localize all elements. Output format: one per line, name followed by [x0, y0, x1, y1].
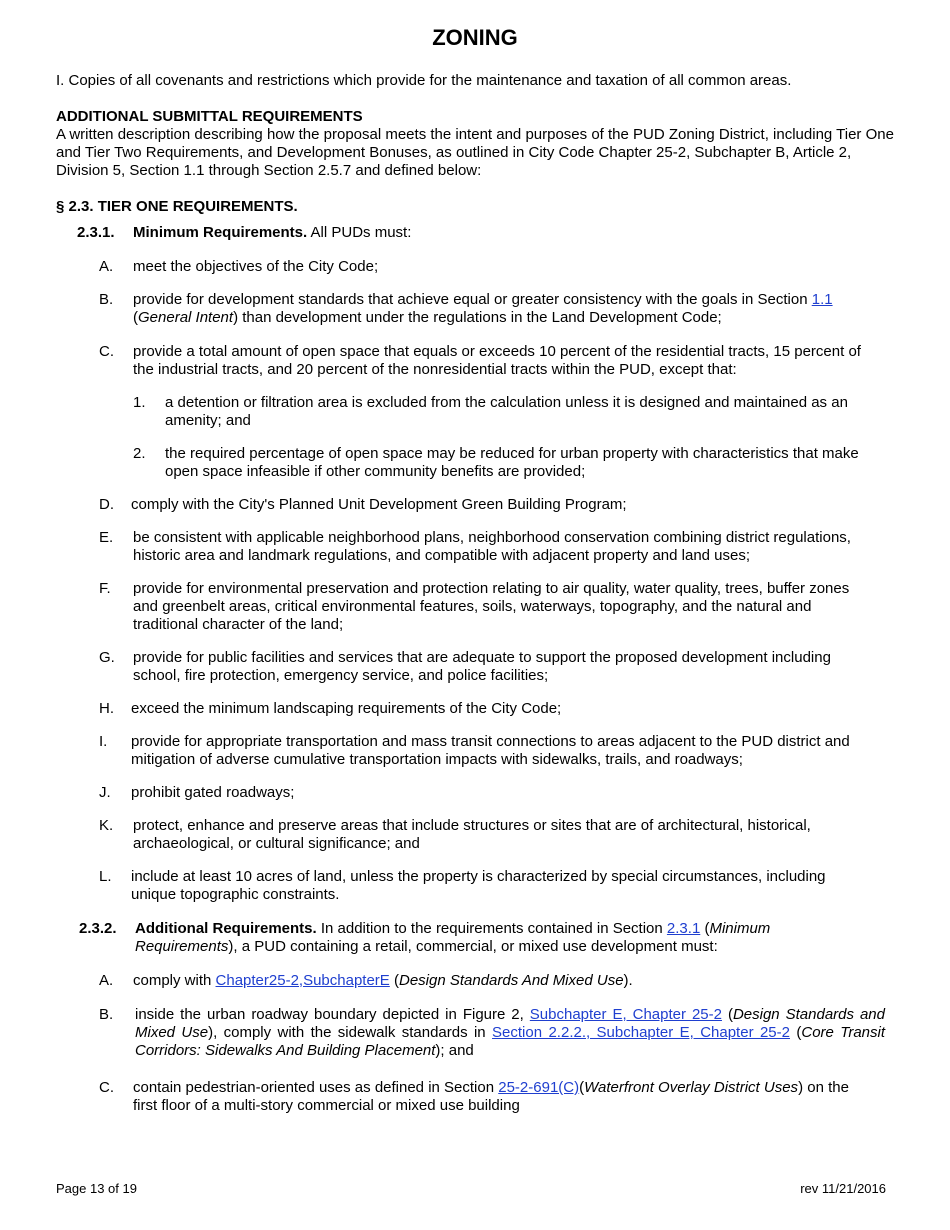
- item-c1-label: 1.: [133, 394, 146, 411]
- item-c2b-text: [133, 1079, 868, 1115]
- page-number: Page 13 of 19: [56, 1181, 137, 1196]
- item-c2b-text-part2: (: [579, 1079, 585, 1096]
- section-2-3-1-title: Minimum Requirements.: [133, 224, 308, 241]
- item-b2-text-part3: ), comply with the sidewalk standards in: [208, 1024, 493, 1041]
- page-title: ZONING: [432, 25, 518, 50]
- item-i2-label: I.: [99, 733, 108, 750]
- item-a2-text-part3: ).: [623, 972, 633, 989]
- item-b2-text-part1: inside the urban roadway boundary depicted in Figure 2,: [135, 1006, 530, 1023]
- design-standards-italic: Design Standards And Mixed Use: [398, 972, 624, 989]
- additional-submittal-text: A written description describing how the proposal meets the intent and purposes of the PUD Zoning District, including Tier One and Tier Two Requirements, and Development Bonuses, as outlined in City Code Chapter 25-2, Subchapter B, Article 2, Division 5, Section 1.1 through Section 2.5.7 and defined below:: [56, 126, 894, 179]
- item-d-label: D.: [99, 496, 114, 513]
- item-h-label: H.: [99, 700, 114, 717]
- chapter-25-2-subchapter-e-link[interactable]: Chapter25-2,SubchapterE: [215, 972, 390, 989]
- item-c2-text: the required percentage of open space may be reduced for urban property with characteristics that make open space infeasible if other community benefits are provided;: [165, 445, 859, 480]
- section-25-2-691-link[interactable]: 25-2-691(C): [498, 1079, 580, 1096]
- item-f-text: provide for environmental preservation and protection relating to air quality, water quality, trees, buffer zones and greenbelt areas, critical environmental features, soils, waterways, topography, and the natural and traditional character of the land;: [133, 580, 850, 633]
- section-2-3-1-number: 2.3.1.: [77, 224, 115, 241]
- additional-submittal-heading: ADDITIONAL SUBMITTAL REQUIREMENTS: [56, 108, 363, 125]
- item-b-label: B.: [99, 291, 114, 308]
- section-2-3-2-text-part1: In addition to the requirements contained in Section: [316, 920, 667, 937]
- section-2-3-2-number: 2.3.2.: [79, 920, 117, 937]
- item-b2-text: [135, 1006, 885, 1060]
- core-transit-corridors-italic: Core Transit Corridors: Sidewalks And Building Placement: [135, 1024, 885, 1059]
- item-c-label: C.: [99, 343, 114, 360]
- item-g-label: G.: [99, 649, 115, 666]
- section-2-3-1-heading: [133, 224, 893, 242]
- item-j-text: prohibit gated roadways;: [131, 784, 295, 801]
- item-c2b-label: C.: [99, 1079, 114, 1096]
- item-l-text: include at least 10 acres of land, unless the property is characterized by special circumstances, including unique topographic constraints.: [131, 868, 826, 903]
- subchapter-e-chapter-25-2-link[interactable]: Subchapter E, Chapter 25-2: [529, 1006, 722, 1023]
- item-i2-text: provide for appropriate transportation and mass transit connections to areas adjacent to the PUD district and mitigation of adverse cumulative transportation impacts with sidewalks, trails, and roadways;: [131, 733, 850, 768]
- revision-date: rev 11/21/2016: [800, 1181, 886, 1196]
- item-c2-label: 2.: [133, 445, 146, 462]
- item-b2-text-part4: (: [789, 1024, 802, 1041]
- design-standards-mixed-use-italic: Design Standards and Mixed Use: [135, 1006, 885, 1041]
- tier-one-heading: § 2.3. TIER ONE REQUIREMENTS.: [56, 198, 298, 215]
- item-d-text: comply with the City's Planned Unit Development Green Building Program;: [131, 496, 627, 513]
- item-a-text: meet the objectives of the City Code;: [133, 258, 379, 275]
- item-j-label: J.: [99, 784, 111, 801]
- section-2-2-2-link[interactable]: Section 2.2.2., Subchapter E, Chapter 25-2: [492, 1024, 790, 1041]
- item-a2-text-part1: comply with: [133, 972, 216, 989]
- item-g-text: provide for public facilities and services that are adequate to support the proposed development including school, fire protection, emergency service, and police facilities;: [133, 649, 831, 684]
- waterfront-overlay-italic: Waterfront Overlay District Uses: [584, 1079, 799, 1096]
- item-a2-text: [133, 972, 893, 990]
- section-2-3-2-text: [135, 920, 815, 956]
- item-e-text: be consistent with applicable neighborhood plans, neighborhood conservation combining district regulations, historic area and landmark regulations, and compatible with adjacent property and land uses;: [133, 529, 851, 564]
- item-l-label: L.: [99, 868, 112, 885]
- item-a2-text-part2: (: [389, 972, 399, 989]
- item-b2-text-part5: ); and: [435, 1042, 474, 1059]
- item-c2b-text-part1: contain pedestrian-oriented uses as defined in Section: [133, 1079, 499, 1096]
- general-intent-italic: General Intent: [138, 309, 234, 326]
- item-f-label: F.: [99, 580, 111, 597]
- item-e-label: E.: [99, 529, 114, 546]
- item-b2-text-part2: (: [721, 1006, 733, 1023]
- item-h-text: exceed the minimum landscaping requirements of the City Code;: [131, 700, 562, 717]
- section-2-3-1-text: All PUDs must:: [307, 224, 412, 241]
- item-b-text-part3: ) than development under the regulations in the Land Development Code;: [233, 309, 722, 326]
- item-i-text: I. Copies of all covenants and restrictions which provide for the maintenance and taxation of all common areas.: [56, 72, 792, 89]
- item-b-text-part1: provide for development standards that achieve equal or greater consistency with the goals in Section: [133, 291, 812, 308]
- item-b2-label: B.: [99, 1006, 114, 1023]
- item-k-label: K.: [99, 817, 114, 834]
- item-a-label: A.: [99, 258, 114, 275]
- section-2-3-2-text-part2: (: [700, 920, 710, 937]
- item-k-text: protect, enhance and preserve areas that include structures or sites that are of architectural, historical, archaeological, or cultural significance; and: [133, 817, 811, 852]
- item-b-text: [133, 291, 885, 327]
- item-c1-text: a detention or filtration area is excluded from the calculation unless it is designed and maintained as an amenity; and: [165, 394, 848, 429]
- section-2-3-2-text-part3: ), a PUD containing a retail, commercial, or mixed use development must:: [228, 938, 718, 955]
- item-c-text: provide a total amount of open space that equals or exceeds 10 percent of the residential tracts, 15 percent of the industrial tracts, and 20 percent of the nonresidential tracts within the PUD, except that:: [133, 343, 861, 378]
- section-2-3-2-title: Additional Requirements.: [135, 920, 317, 937]
- item-b-text-part2: (: [133, 309, 138, 326]
- section-2-3-1-link[interactable]: 2.3.1: [666, 920, 701, 937]
- section-1-1-link[interactable]: 1.1: [811, 291, 833, 308]
- item-a2-label: A.: [99, 972, 114, 989]
- minimum-requirements-italic: Minimum Requirements: [135, 920, 771, 955]
- item-c2b-text-part3: ) on the first floor of a multi-story commercial or mixed use building: [133, 1079, 849, 1114]
